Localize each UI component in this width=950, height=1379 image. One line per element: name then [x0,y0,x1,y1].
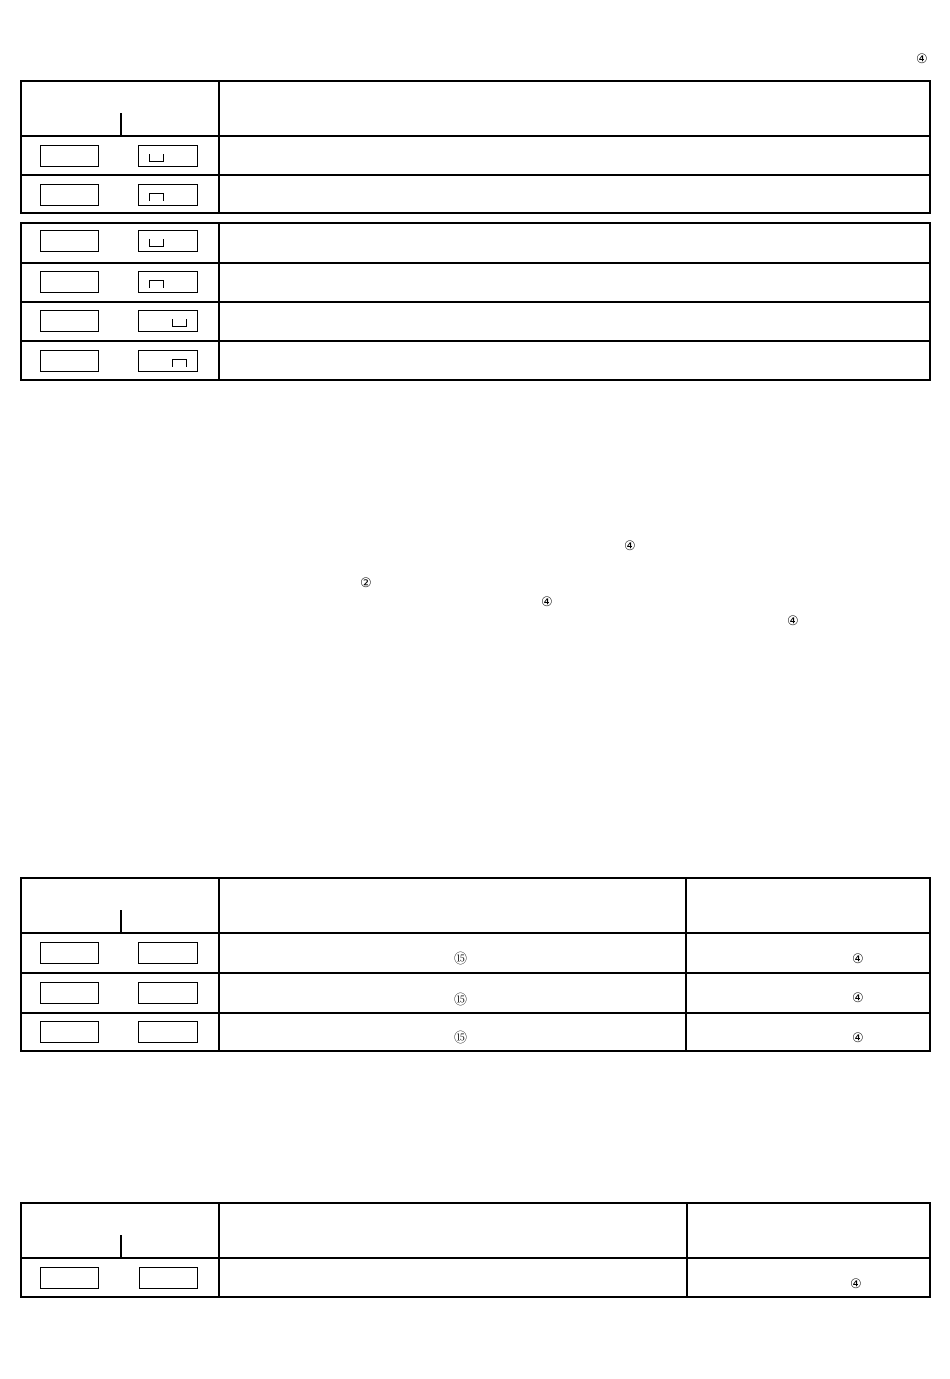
key-table-4 [20,1202,931,1298]
circled-mark: ⑮ [454,1030,468,1045]
key-box [138,145,198,167]
bracket-icon [149,154,164,162]
key-box [40,184,99,206]
circled-mark: ④ [852,990,864,1005]
header-divider-tick [120,113,122,135]
key-table-1 [20,80,931,214]
key-box [40,350,99,372]
key-box [138,942,198,964]
table-row [22,1257,929,1298]
circled-mark: ④ [852,1030,864,1045]
bracket-icon [149,193,164,201]
table-row [22,301,929,340]
key-table-2 [20,222,931,381]
key-box [40,982,99,1004]
circled-mark: ⑮ [454,992,468,1007]
header-divider-tick [120,1235,122,1257]
key-table-3 [20,877,931,1052]
table-row [22,222,929,262]
table-row [22,340,929,381]
key-box [138,230,198,252]
key-box [138,271,198,293]
circled-mark: ④ [787,613,799,628]
circled-mark: ④ [541,594,553,609]
key-box [138,1021,198,1043]
table-row [22,135,929,174]
table-row [22,1012,929,1052]
key-box [138,310,198,332]
bracket-icon [149,239,164,247]
table-row [22,174,929,214]
bracket-icon [172,319,187,327]
table-row [22,972,929,1012]
key-box [40,271,99,293]
header-divider-tick [120,910,122,932]
circled-mark: ④ [850,1276,862,1291]
key-box [40,1021,99,1043]
key-box [138,350,198,372]
circled-mark: ② [360,575,372,590]
circled-mark: ④ [852,951,864,966]
bracket-icon [149,280,164,288]
key-box [139,1267,198,1289]
table-row [22,262,929,301]
key-box [40,310,99,332]
key-box [40,1267,99,1289]
table-row [22,932,929,972]
key-box [138,982,198,1004]
page-marker: ④ [916,51,928,66]
key-box [40,942,99,964]
key-box [40,145,99,167]
key-box [40,230,99,252]
key-box [138,184,198,206]
circled-mark: ⑮ [454,951,468,966]
circled-mark: ④ [624,538,636,553]
bracket-icon [172,359,187,367]
